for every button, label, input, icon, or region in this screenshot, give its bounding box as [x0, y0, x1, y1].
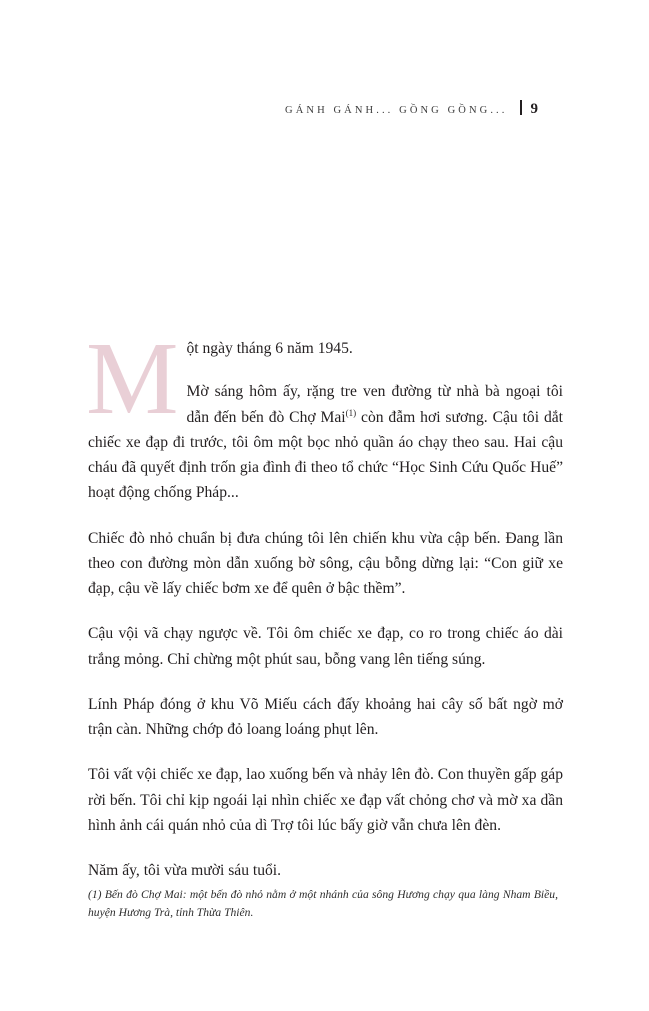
paragraph-2-text-b: còn đẫm hơi sương. Cậu tôi dắt chiếc xe đạp đi trước, tôi ôm một bọc nhỏ quần áo chạy theo sau. Hai cậu cháu đã quyết định trốn gia đình đi theo tổ chức “Học Sinh Cứu Quốc Huế” hoạt động chống Pháp... — [88, 408, 563, 502]
paragraph-5: Lính Pháp đóng ở khu Võ Miếu cách đấy khoảng hai cây số bất ngờ mở trận càn. Những chớp đỏ loang loáng phụt lên. — [88, 695, 563, 738]
paragraph-2-text-a: Mờ sáng hôm ấy, rặng tre ven đường từ nhà bà ngoại tôi dẫn đến bến đò Chợ Mai — [186, 383, 563, 426]
page-number: 9 — [530, 101, 538, 117]
paragraph-4: Cậu vội vã chạy ngược về. Tôi ôm chiếc xe đạp, co ro trong chiếc áo dài trắng mỏng. Chỉ chừng một phút sau, bỗng vang lên tiếng súng. — [88, 625, 563, 668]
running-head-title: GÁNH GÁNH... GỒNG GỒNG... — [285, 105, 508, 116]
running-head-divider — [520, 100, 522, 115]
footnote-marker: (1) — [345, 407, 357, 418]
paragraph-3: Chiếc đò nhỏ chuẩn bị đưa chúng tôi lên chiến khu vừa cập bến. Đang lần theo con đường mòn dẫn xuống bờ sông, cậu bỗng dừng lại: “Con giữ xe đạp, cậu về lấy chiếc bơm xe để quên ở bậc thềm”. — [88, 529, 563, 597]
body-text — [86, 321, 563, 903]
footnote-text: (1) Bến đò Chợ Mai: một bến đò nhỏ nằm ở một nhánh của sông Hương chạy qua làng Nham Biều, huyện Hương Trà, tỉnh Thừa Thiên. — [88, 888, 558, 919]
running-head — [0, 98, 649, 118]
paragraph-7: Năm ấy, tôi vừa mười sáu tuổi. — [88, 862, 282, 879]
paragraph-6: Tôi vất vội chiếc xe đạp, lao xuống bến và nhảy lên đò. Con thuyền gấp gáp rời bến. Tôi chỉ kịp ngoái lại nhìn chiếc xe đạp vất chỏng chơ và mờ xa dần hình ảnh cái quán nhỏ của dì Trợ tôi lúc bấy giờ vẫn chưa lên đèn. — [88, 766, 563, 834]
drop-cap-letter: M — [86, 321, 179, 436]
paragraph-opening-text: ột ngày tháng 6 năm 1945. — [186, 340, 353, 357]
